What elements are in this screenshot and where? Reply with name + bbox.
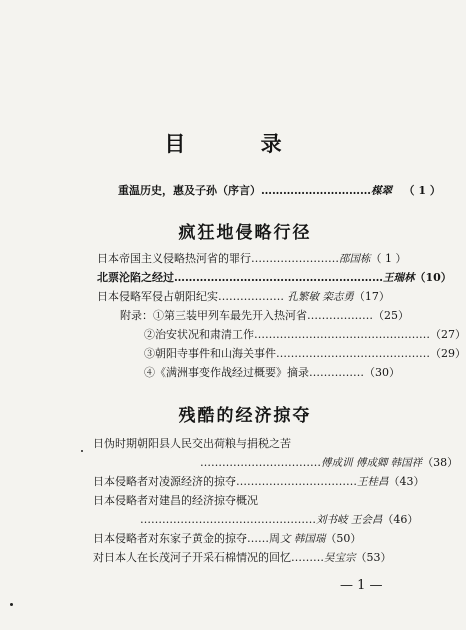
section-heading: 疯狂地侵略行径 bbox=[178, 223, 312, 243]
entry-text: ④《满洲事变作战经过概要》摘录…………… bbox=[144, 366, 364, 379]
section-heading: 残酷的经济掠夺 bbox=[178, 406, 312, 426]
entry-page: （10） bbox=[414, 271, 452, 284]
entry-author: 楳翠 bbox=[371, 185, 392, 197]
entry-page: （46） bbox=[382, 513, 419, 526]
entry-page: （ 1 ） bbox=[403, 184, 441, 197]
entry-text: 对日本人在长茂河子开采石棉情况的回忆……… bbox=[93, 551, 324, 564]
toc-entry bbox=[93, 475, 425, 489]
toc-entry bbox=[140, 513, 418, 527]
entry-page: （25） bbox=[373, 309, 409, 322]
toc-entry bbox=[120, 309, 409, 323]
entry-author: 吴宝宗 bbox=[324, 552, 356, 564]
toc-entry bbox=[97, 290, 390, 304]
toc-entry bbox=[144, 347, 466, 361]
scan-speck bbox=[10, 603, 13, 606]
entry-text: 日本侵略者对东家子黄金的掠夺……周 bbox=[93, 532, 280, 545]
toc-entry bbox=[93, 494, 258, 508]
entry-author: 刘书岐 王会昌 bbox=[316, 514, 383, 526]
entry-text: …………………………… bbox=[200, 456, 321, 469]
toc-entry bbox=[93, 532, 361, 546]
entry-text: 日本侵略军侵占朝阳纪实……………… bbox=[97, 290, 284, 303]
entry-text: ③朝阳寺事件和山海关事件…………………………………… bbox=[144, 347, 430, 360]
toc-entry bbox=[93, 551, 392, 565]
entry-text: 附录：①第三装甲列车最先开入热河省……………… bbox=[120, 309, 373, 322]
toc-entry bbox=[144, 328, 466, 342]
toc-entry bbox=[97, 271, 452, 285]
entry-text: ………………………………………… bbox=[140, 513, 316, 526]
entry-author: 王瑞林 bbox=[383, 272, 415, 284]
entry-page: （50） bbox=[325, 532, 362, 545]
entry-page: （38） bbox=[422, 456, 459, 469]
entry-page: （29） bbox=[430, 347, 466, 360]
entry-page: （43） bbox=[388, 475, 425, 488]
entry-text: 日本侵略者对建昌的经济掠夺概况 bbox=[93, 494, 258, 507]
entry-text: 日本帝国主义侵略热河省的罪行…………………… bbox=[97, 252, 339, 265]
toc-entry bbox=[93, 437, 291, 451]
entry-page: （27） bbox=[430, 328, 466, 341]
entry-page: （30） bbox=[364, 366, 400, 379]
entry-text: 日本侵略者对凌源经济的掠夺…………………………… bbox=[93, 475, 357, 488]
entry-page: （ 1 ） bbox=[370, 252, 407, 265]
entry-author: 王桂昌 bbox=[357, 476, 389, 488]
page-title: 目 录 bbox=[164, 131, 316, 156]
toc-entry bbox=[144, 366, 400, 380]
entry-text: 北票沦陷之经过………………………………………………… bbox=[97, 271, 383, 284]
entry-author: 文 韩国瑞 bbox=[280, 533, 326, 545]
entry-page: （17） bbox=[353, 290, 390, 303]
entry-text: ②治安状况和肃清工作………………………………………… bbox=[144, 328, 430, 341]
toc-entry bbox=[200, 456, 458, 470]
entry-page: （53） bbox=[355, 551, 392, 564]
entry-text: 重温历史，惠及子孙（序言）………………………… bbox=[118, 184, 371, 197]
toc-entry bbox=[97, 252, 407, 266]
preface-entry bbox=[118, 184, 441, 198]
page-number: — 1 — bbox=[340, 578, 383, 593]
entry-text: 日伪时期朝阳县人民交出荷粮与捐税之苦 bbox=[93, 437, 291, 450]
entry-author: 孔繁敏 栾志勇 bbox=[287, 291, 354, 303]
scan-speck bbox=[81, 450, 83, 452]
entry-author: 傅成训 傅成卿 韩国祥 bbox=[321, 457, 423, 469]
entry-author: 邵国栋 bbox=[339, 253, 371, 265]
